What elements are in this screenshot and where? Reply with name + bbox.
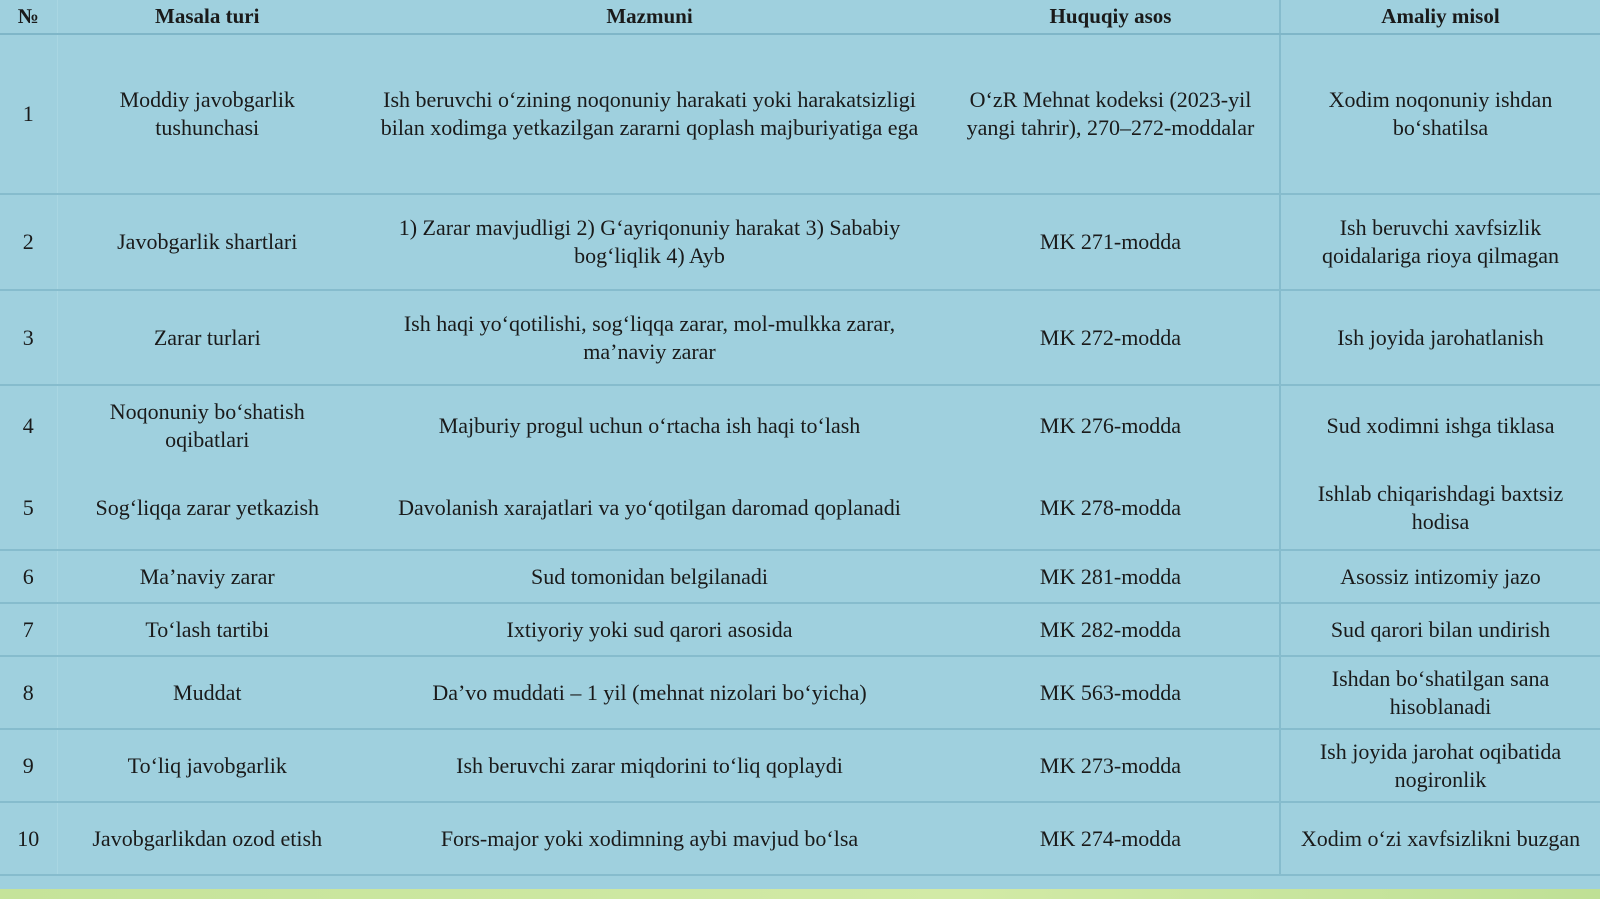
content-cell: Sud tomonidan belgilanadi — [357, 550, 942, 603]
content-cell: Davolanish xarajatlari va yo‘qotilgan daromad qoplanadi — [357, 466, 942, 550]
table-row — [0, 466, 1600, 550]
practical-example-cell: Ish joyida jarohat oqibatida nogironlik — [1280, 729, 1600, 802]
legal-basis-cell: MK 271-modda — [942, 194, 1280, 290]
legal-basis-cell: MK 282-modda — [942, 603, 1280, 656]
content-cell: Majburiy progul uchun o‘rtacha ish haqi to‘lash — [438, 413, 861, 438]
issue-type-cell: Sog‘liqqa zarar yetkazish — [57, 466, 357, 550]
issue-type-cell: Javobgarlik shartlari — [57, 194, 357, 290]
table-row — [0, 290, 1600, 385]
legal-basis-cell: MK 276-modda — [1039, 413, 1182, 438]
issue-type-cell: To‘lash tartibi — [57, 603, 357, 656]
practical-example-cell: Xodim noqonuniy ishdan bo‘shatilsa — [1280, 34, 1600, 194]
practical-example-cell: Xodim o‘zi xavfsizlikni buzgan — [1280, 802, 1600, 875]
content-cell: Ish beruvchi o‘zining noqonuniy harakati yoki harakatsizligi bilan xodimga yetkazilgan zararni qoplash majburiyatiga ega — [357, 34, 942, 194]
legal-basis-cell: MK 563-modda — [942, 656, 1280, 729]
table-row — [0, 603, 1600, 656]
header-legal-basis: Huquqiy asos — [942, 0, 1280, 34]
content-cell: 1) Zarar mavjudligi 2) G‘ayriqonuniy harakat 3) Sababiy bog‘liqlik 4) Ayb — [357, 194, 942, 290]
content-cell: Ixtiyoriy yoki sud qarori asosida — [357, 603, 942, 656]
legal-basis-cell: MK 281-modda — [942, 550, 1280, 603]
header-practical-example: Amaliy misol — [1280, 0, 1600, 34]
issue-type-cell: Moddiy javobgarlik tushunchasi — [57, 34, 357, 194]
issue-type-cell: Ma’naviy zarar — [57, 550, 357, 603]
row-number: 7 — [0, 603, 57, 656]
row-number: 10 — [0, 802, 57, 875]
content-cell: Fors-major yoki xodimning aybi mavjud bo‘lsa — [357, 802, 942, 875]
row-number: 6 — [0, 550, 57, 603]
row-number: 2 — [0, 194, 57, 290]
content-cell: Ish beruvchi zarar miqdorini to‘liq qoplaydi — [357, 729, 942, 802]
table-row — [0, 385, 1600, 466]
header-issue-type: Masala turi — [57, 0, 357, 34]
practical-example-cell: Ish joyida jarohatlanish — [1280, 290, 1600, 385]
legal-basis-cell: MK 272-modda — [942, 290, 1280, 385]
row-number: 3 — [0, 290, 57, 385]
legal-basis-cell: O‘zR Mehnat kodeksi (2023-yil yangi tahrir), 270–272-moddalar — [942, 34, 1280, 194]
table-header-row — [0, 0, 1600, 34]
header-content: Mazmuni — [357, 0, 942, 34]
legal-basis-cell: MK 273-modda — [942, 729, 1280, 802]
practical-example-cell: Sud xodimni ishga tiklasa — [1280, 385, 1600, 466]
practical-example-cell: Ishdan bo‘shatilgan sana hisoblanadi — [1280, 656, 1600, 729]
issue-type-cell: Noqonuniy bo‘shatish oqibatlari — [109, 399, 305, 452]
table-row — [0, 656, 1600, 729]
issue-type-cell: Zarar turlari — [57, 290, 357, 385]
issue-type-cell: Muddat — [57, 656, 357, 729]
table-row — [0, 550, 1600, 603]
issue-type-cell: Javobgarlikdan ozod etish — [57, 802, 357, 875]
table-row — [0, 194, 1600, 290]
bottom-accent-bar — [0, 889, 1600, 899]
row-number: 4 — [0, 385, 57, 466]
table-row — [0, 802, 1600, 875]
content-cell: Da’vo muddati – 1 yil (mehnat nizolari bo‘yicha) — [357, 656, 942, 729]
legal-basis-cell: MK 278-modda — [942, 466, 1280, 550]
practical-example-cell: Ish beruvchi xavfsizlik qoidalariga rioya qilmagan — [1280, 194, 1600, 290]
table-row — [0, 34, 1600, 194]
legal-basis-cell: MK 274-modda — [942, 802, 1280, 875]
row-number: 5 — [0, 466, 57, 550]
row-number: 8 — [0, 656, 57, 729]
practical-example-cell: Asossiz intizomiy jazo — [1280, 550, 1600, 603]
practical-example-cell: Ishlab chiqarishdagi baxtsiz hodisa — [1280, 466, 1600, 550]
row-number: 9 — [0, 729, 57, 802]
header-number: № — [0, 0, 57, 34]
issue-type-cell: To‘liq javobgarlik — [57, 729, 357, 802]
content-cell: Ish haqi yo‘qotilishi, sog‘liqqa zarar, mol-mulkka zarar, ma’naviy zarar — [357, 290, 942, 385]
practical-example-cell: Sud qarori bilan undirish — [1280, 603, 1600, 656]
table-row — [0, 729, 1600, 802]
row-number: 1 — [0, 34, 57, 194]
